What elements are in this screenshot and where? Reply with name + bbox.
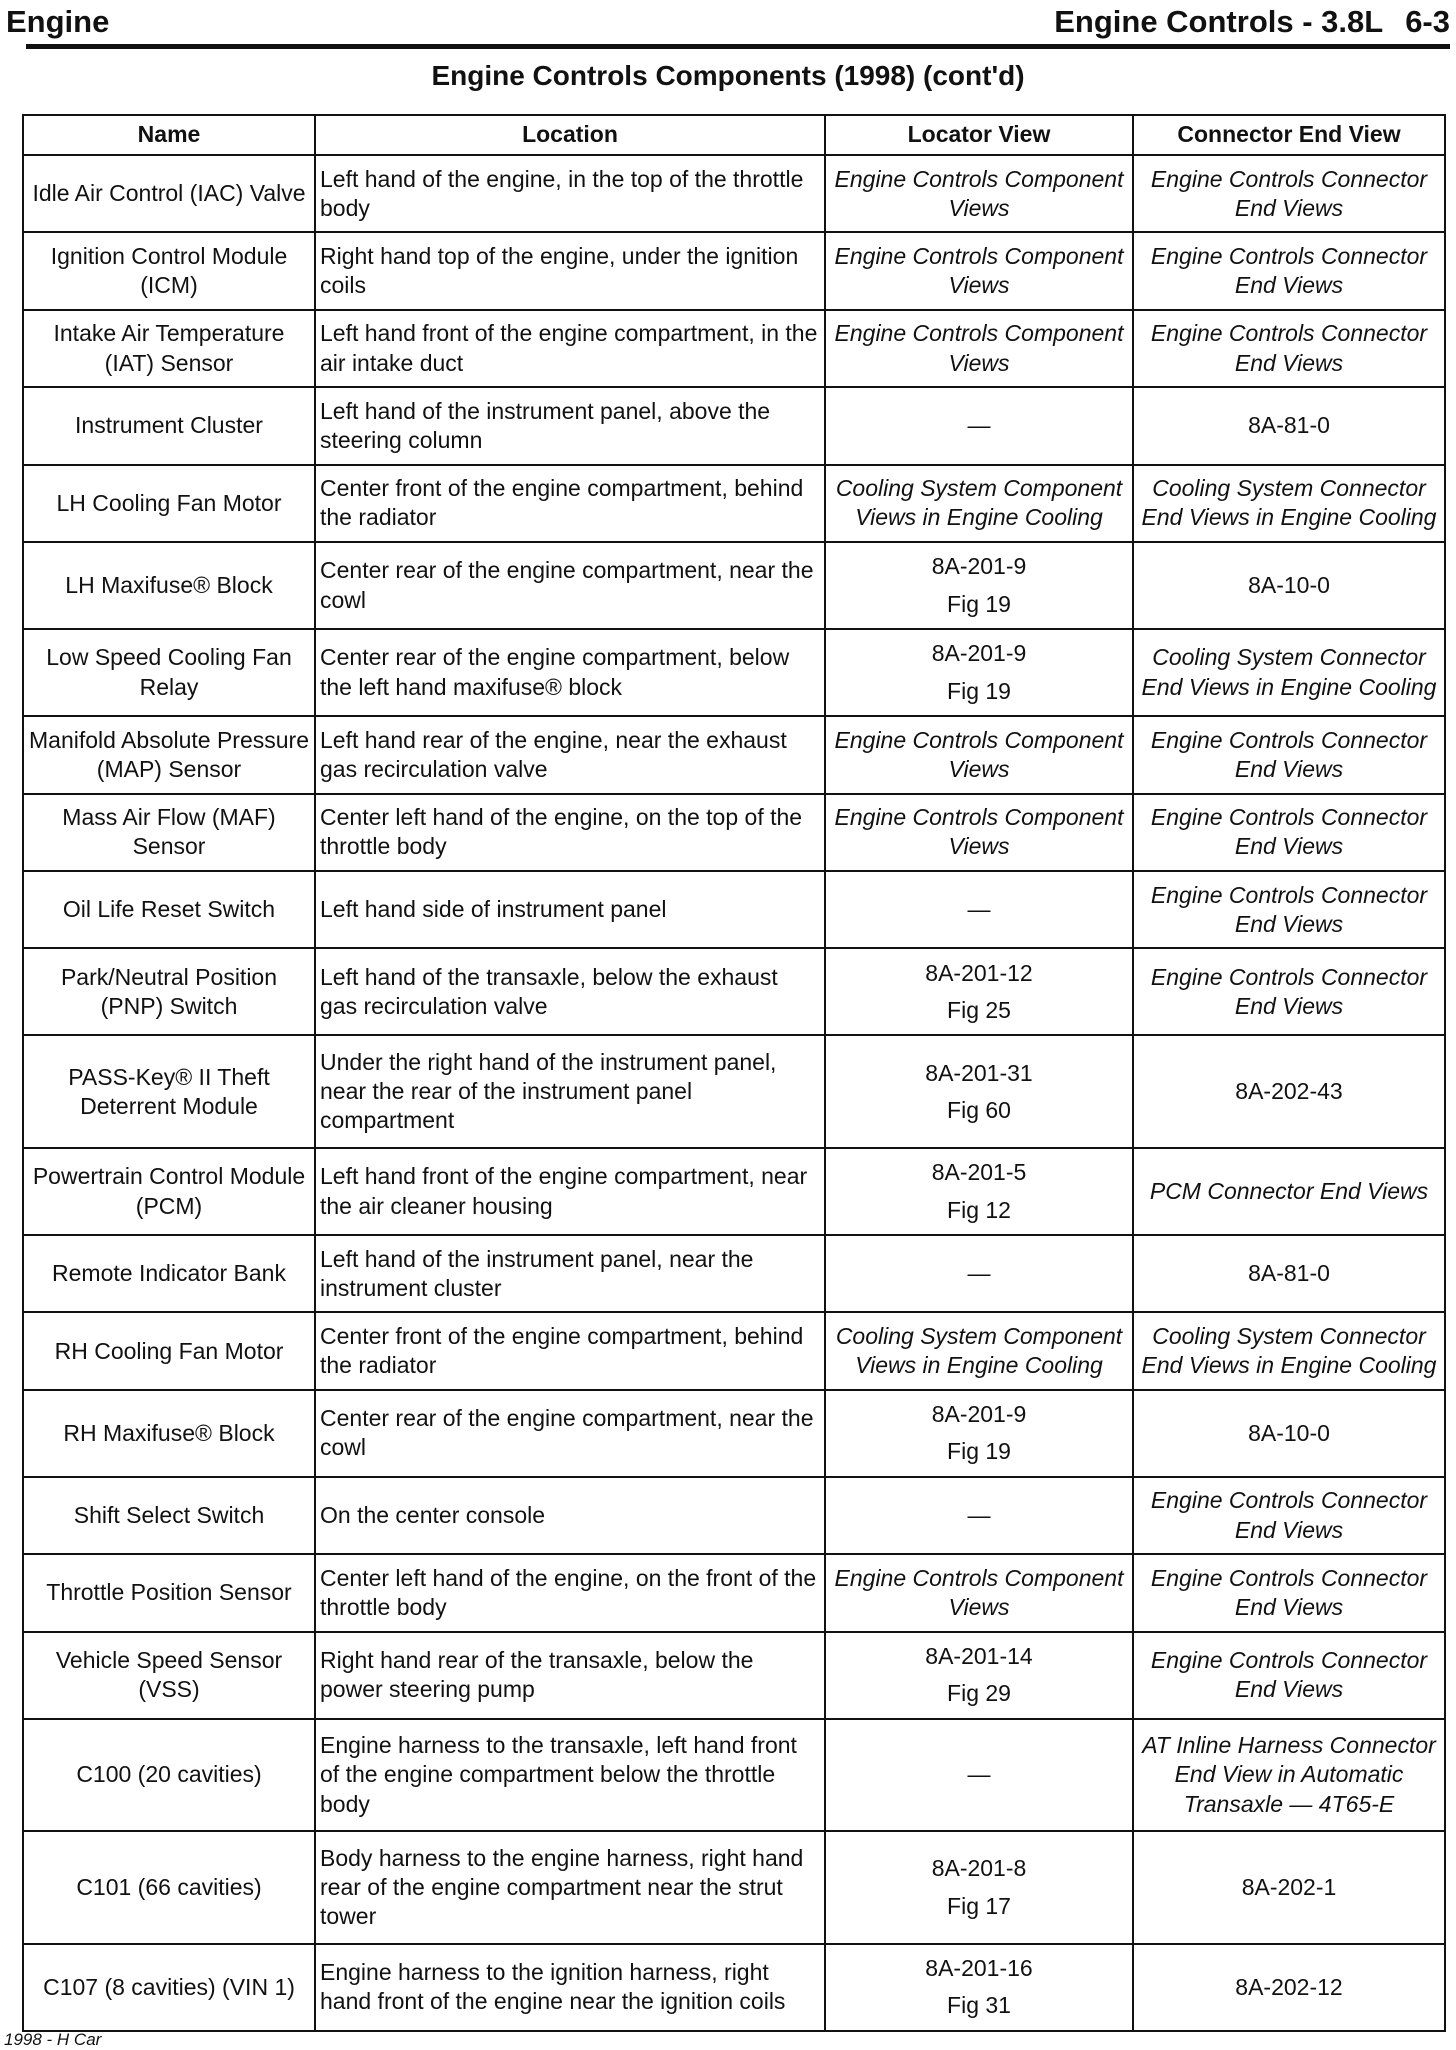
- cell-name: [23, 542, 315, 629]
- table-row: [23, 794, 1445, 871]
- cell-locator-view-text: —: [967, 896, 991, 923]
- cell-locator-figure: Fig 19: [947, 590, 1011, 617]
- cell-name: [23, 310, 315, 387]
- cell-connector-end-view: [1133, 1148, 1445, 1235]
- cell-name: [23, 1632, 315, 1719]
- cell-connector-end-view: [1133, 1035, 1445, 1148]
- cell-location-text: Center rear of the engine compartment, near the cowl: [320, 557, 814, 613]
- cell-connector-end-view: [1133, 794, 1445, 871]
- cell-name: [23, 1390, 315, 1477]
- cell-locator-view: [825, 1312, 1133, 1389]
- cell-location: [315, 465, 825, 542]
- cell-connector-end-view: [1133, 310, 1445, 387]
- cell-location-text: Right hand top of the engine, under the ignition coils: [320, 242, 799, 299]
- cell-name: [23, 465, 315, 542]
- cell-name-text: Powertrain Control Module (PCM): [32, 1163, 306, 1219]
- cell-locator-view-text: Engine Controls Component Views: [834, 165, 1124, 221]
- cell-connector-end-view-text: 8A-10-0: [1248, 1419, 1330, 1446]
- cell-connector-end-view: [1133, 1390, 1445, 1477]
- cell-connector-end-view-text: Engine Controls Connector End Views: [1150, 320, 1428, 376]
- cell-name-text: Ignition Control Module (ICM): [50, 242, 288, 299]
- cell-location: [315, 1312, 825, 1389]
- cell-location: [315, 1719, 825, 1832]
- table-row: [23, 871, 1445, 948]
- cell-locator-view: [825, 1148, 1133, 1235]
- cell-name-text: Intake Air Temperature (IAT) Sensor: [53, 320, 285, 376]
- table-row: [23, 1632, 1445, 1719]
- cell-name-text: Remote Indicator Bank: [52, 1260, 286, 1287]
- cell-connector-end-view-text: PCM Connector End Views: [1149, 1177, 1429, 1204]
- components-table: [22, 114, 1446, 2032]
- cell-name: [23, 1035, 315, 1148]
- cell-location: [315, 716, 825, 793]
- cell-locator-view: [825, 629, 1133, 716]
- table-row: [23, 1312, 1445, 1389]
- cell-location: [315, 1554, 825, 1631]
- cell-connector-end-view: [1133, 716, 1445, 793]
- cell-locator-view: [825, 1719, 1133, 1832]
- cell-connector-end-view: [1133, 542, 1445, 629]
- cell-location-text: Left hand side of instrument panel: [320, 896, 667, 923]
- table-row: [23, 1719, 1445, 1832]
- cell-connector-end-view: [1133, 465, 1445, 542]
- cell-connector-end-view: [1133, 1632, 1445, 1719]
- cell-connector-end-view: [1133, 1477, 1445, 1554]
- cell-connector-end-view-text: 8A-202-43: [1235, 1078, 1343, 1105]
- cell-name-text: RH Cooling Fan Motor: [54, 1337, 284, 1364]
- page-footer: 1998 - H Car: [4, 2030, 102, 2049]
- cell-connector-end-view-text: Engine Controls Connector End Views: [1150, 1647, 1428, 1703]
- cell-connector-end-view-text: Engine Controls Connector End Views: [1150, 726, 1428, 782]
- cell-location: [315, 387, 825, 464]
- table-row: [23, 948, 1445, 1035]
- cell-name-text: Manifold Absolute Pressure (MAP) Sensor: [29, 726, 309, 782]
- table-row: [23, 465, 1445, 542]
- cell-name: [23, 871, 315, 948]
- table-header-row: [23, 115, 1445, 155]
- cell-locator-view-text: 8A-201-16: [925, 1955, 1033, 1982]
- cell-locator-view-text: Engine Controls Component Views: [834, 320, 1124, 376]
- cell-name: [23, 1235, 315, 1312]
- table-row: [23, 1944, 1445, 2031]
- table-row: [23, 1554, 1445, 1631]
- cell-name-text: Oil Life Reset Switch: [62, 896, 276, 923]
- cell-locator-view-text: Cooling System Component Views in Engine Cooling: [835, 1322, 1123, 1379]
- cell-locator-figure: Fig 12: [947, 1196, 1011, 1223]
- column-header-location: Location: [315, 115, 825, 155]
- cell-locator-figure: Fig 29: [947, 1680, 1011, 1707]
- cell-location: [315, 1632, 825, 1719]
- cell-location-text: Center front of the engine compartment, behind the radiator: [320, 1322, 804, 1379]
- cell-location-text: On the center console: [320, 1502, 546, 1529]
- column-header-locator-view: Locator View: [825, 115, 1133, 155]
- cell-connector-end-view-text: 8A-202-1: [1241, 1873, 1337, 1900]
- cell-locator-view: [825, 1390, 1133, 1477]
- table-row: [23, 1235, 1445, 1312]
- header-chapter: Engine: [6, 4, 110, 39]
- header-page-number: 6-3: [1405, 4, 1450, 39]
- cell-locator-figure: Fig 25: [947, 996, 1011, 1023]
- header-section: Engine Controls - 3.8L: [1054, 4, 1384, 39]
- cell-locator-view-text: 8A-201-14: [925, 1643, 1033, 1670]
- cell-locator-view: [825, 871, 1133, 948]
- cell-location-text: Left hand rear of the engine, near the exhaust gas recirculation valve: [320, 726, 787, 782]
- table-title: Engine Controls Components (1998) (cont'd): [431, 60, 1025, 91]
- cell-location-text: Left hand front of the engine compartment, in the air intake duct: [320, 320, 818, 376]
- cell-locator-view: [825, 465, 1133, 542]
- cell-locator-view: [825, 716, 1133, 793]
- cell-locator-view-text: Engine Controls Component Views: [834, 726, 1124, 782]
- cell-connector-end-view-text: 8A-81-0: [1248, 412, 1330, 439]
- cell-name: [23, 629, 315, 716]
- cell-locator-figure: Fig 19: [947, 677, 1011, 704]
- cell-name: [23, 1719, 315, 1832]
- cell-name-text: Instrument Cluster: [75, 412, 263, 439]
- table-row: [23, 1477, 1445, 1554]
- cell-name-text: LH Maxifuse® Block: [65, 572, 273, 599]
- table-row: [23, 155, 1445, 232]
- cell-locator-view: [825, 1632, 1133, 1719]
- cell-locator-view-text: Engine Controls Component Views: [834, 242, 1124, 299]
- cell-locator-view-text: Engine Controls Component Views: [834, 1564, 1124, 1621]
- cell-location-text: Right hand rear of the transaxle, below the power steering pump: [320, 1647, 754, 1703]
- cell-name: [23, 1477, 315, 1554]
- cell-location-text: Center rear of the engine compartment, below the left hand maxifuse® block: [320, 644, 790, 700]
- cell-name: [23, 232, 315, 309]
- cell-name: [23, 387, 315, 464]
- cell-locator-view-text: 8A-201-8: [931, 1855, 1027, 1882]
- cell-location-text: Center left hand of the engine, on the top of the throttle body: [320, 804, 803, 860]
- cell-name: [23, 794, 315, 871]
- cell-location: [315, 629, 825, 716]
- table-row: [23, 1390, 1445, 1477]
- cell-name-text: Shift Select Switch: [73, 1502, 265, 1529]
- cell-locator-view: [825, 1477, 1133, 1554]
- header-rule: [26, 44, 1450, 49]
- cell-name-text: Idle Air Control (IAC) Valve: [32, 180, 306, 207]
- cell-name-text: Mass Air Flow (MAF) Sensor: [62, 804, 276, 860]
- cell-location: [315, 1148, 825, 1235]
- cell-locator-view: [825, 387, 1133, 464]
- cell-location: [315, 1235, 825, 1312]
- cell-locator-figure: Fig 17: [947, 1892, 1011, 1919]
- cell-locator-view: [825, 542, 1133, 629]
- cell-location-text: Left hand of the engine, in the top of the throttle body: [320, 165, 804, 221]
- cell-connector-end-view: [1133, 1944, 1445, 2031]
- cell-locator-view: [825, 1235, 1133, 1312]
- column-header-name: Name: [23, 115, 315, 155]
- cell-connector-end-view: [1133, 948, 1445, 1035]
- cell-name-text: Park/Neutral Position (PNP) Switch: [60, 963, 278, 1019]
- cell-location-text: Left hand of the transaxle, below the exhaust gas recirculation valve: [320, 963, 778, 1019]
- cell-locator-view-text: 8A-201-31: [925, 1059, 1033, 1086]
- cell-connector-end-view-text: Cooling System Connector End Views in Engine Cooling: [1141, 475, 1437, 531]
- cell-locator-view: [825, 1035, 1133, 1148]
- cell-name-text: LH Cooling Fan Motor: [56, 489, 282, 516]
- cell-location-text: Center rear of the engine compartment, near the cowl: [320, 1405, 814, 1461]
- cell-name-text: Low Speed Cooling Fan Relay: [46, 644, 292, 700]
- cell-name: [23, 1831, 315, 1944]
- header-right: [1054, 4, 1450, 40]
- cell-location: [315, 1390, 825, 1477]
- table-row: [23, 542, 1445, 629]
- cell-location: [315, 1035, 825, 1148]
- cell-name-text: Vehicle Speed Sensor (VSS): [55, 1647, 283, 1703]
- cell-locator-view-text: —: [967, 1502, 991, 1529]
- cell-connector-end-view: [1133, 1831, 1445, 1944]
- cell-name-text: C101 (66 cavities): [76, 1873, 262, 1900]
- cell-connector-end-view-text: Cooling System Connector End Views in Engine Cooling: [1141, 1322, 1437, 1379]
- cell-connector-end-view-text: 8A-202-12: [1235, 1973, 1343, 2000]
- cell-connector-end-view: [1133, 155, 1445, 232]
- cell-locator-view-text: 8A-201-12: [925, 959, 1033, 986]
- cell-location-text: Engine harness to the ignition harness, right hand front of the engine near the ignition coils: [320, 1959, 786, 2015]
- cell-locator-view-text: 8A-201-9: [931, 553, 1027, 580]
- cell-locator-view: [825, 794, 1133, 871]
- table-row: [23, 1148, 1445, 1235]
- table-row: [23, 629, 1445, 716]
- cell-locator-view-text: Engine Controls Component Views: [834, 804, 1124, 860]
- cell-name: [23, 1554, 315, 1631]
- cell-locator-view-text: 8A-201-5: [931, 1159, 1027, 1186]
- cell-locator-view: [825, 1831, 1133, 1944]
- cell-connector-end-view-text: Engine Controls Connector End Views: [1150, 804, 1428, 860]
- cell-location: [315, 542, 825, 629]
- cell-connector-end-view-text: Engine Controls Connector End Views: [1150, 1487, 1428, 1543]
- page-header: [6, 0, 1450, 40]
- table-row: [23, 232, 1445, 309]
- table-row: [23, 310, 1445, 387]
- cell-locator-view-text: —: [967, 412, 991, 439]
- cell-connector-end-view: [1133, 1719, 1445, 1832]
- cell-location-text: Body harness to the engine harness, right hand rear of the engine compartment near the strut tower: [320, 1844, 804, 1930]
- cell-location-text: Left hand of the instrument panel, near the instrument cluster: [320, 1245, 754, 1301]
- cell-location: [315, 1944, 825, 2031]
- cell-locator-view-text: 8A-201-9: [931, 1401, 1027, 1428]
- cell-location-text: Left hand front of the engine compartment, near the air cleaner housing: [320, 1163, 808, 1219]
- cell-locator-figure: Fig 19: [947, 1438, 1011, 1465]
- cell-locator-figure: Fig 31: [947, 1992, 1011, 2019]
- cell-connector-end-view-text: Cooling System Connector End Views in Engine Cooling: [1141, 644, 1437, 700]
- cell-connector-end-view-text: Engine Controls Connector End Views: [1150, 242, 1428, 299]
- cell-location: [315, 871, 825, 948]
- cell-location-text: Engine harness to the transaxle, left hand front of the engine compartment below the throttle body: [320, 1732, 797, 1817]
- cell-locator-view-text: —: [967, 1260, 991, 1287]
- cell-name: [23, 716, 315, 793]
- cell-name: [23, 155, 315, 232]
- cell-connector-end-view: [1133, 1312, 1445, 1389]
- cell-name-text: C100 (20 cavities): [76, 1761, 262, 1788]
- cell-connector-end-view: [1133, 1554, 1445, 1631]
- cell-connector-end-view: [1133, 232, 1445, 309]
- cell-locator-view: [825, 1554, 1133, 1631]
- cell-name-text: C107 (8 cavities) (VIN 1): [43, 1973, 295, 2000]
- cell-name: [23, 1944, 315, 2031]
- cell-locator-view: [825, 948, 1133, 1035]
- cell-name: [23, 948, 315, 1035]
- cell-location: [315, 794, 825, 871]
- cell-locator-view: [825, 155, 1133, 232]
- cell-location: [315, 948, 825, 1035]
- cell-locator-view-text: Cooling System Component Views in Engine Cooling: [835, 475, 1123, 531]
- cell-connector-end-view-text: Engine Controls Connector End Views: [1150, 963, 1428, 1019]
- cell-connector-end-view: [1133, 1235, 1445, 1312]
- cell-location: [315, 155, 825, 232]
- column-header-connector-end-view: Connector End View: [1133, 115, 1445, 155]
- cell-connector-end-view: [1133, 871, 1445, 948]
- cell-name-text: PASS-Key® II Theft Deterrent Module: [68, 1063, 270, 1119]
- cell-name-text: RH Maxifuse® Block: [63, 1419, 275, 1446]
- table-body: [23, 155, 1445, 2031]
- table-row: [23, 387, 1445, 464]
- cell-locator-view-text: —: [967, 1761, 991, 1788]
- cell-connector-end-view-text: AT Inline Harness Connector End View in Automatic Transaxle — 4T65-E: [1142, 1732, 1436, 1817]
- table-row: [23, 1035, 1445, 1148]
- cell-connector-end-view: [1133, 387, 1445, 464]
- cell-location-text: Center front of the engine compartment, behind the radiator: [320, 475, 804, 531]
- cell-locator-view: [825, 1944, 1133, 2031]
- cell-locator-view: [825, 310, 1133, 387]
- table-row: [23, 1831, 1445, 1944]
- cell-connector-end-view-text: Engine Controls Connector End Views: [1150, 165, 1428, 221]
- cell-connector-end-view-text: Engine Controls Connector End Views: [1150, 881, 1428, 937]
- cell-connector-end-view: [1133, 629, 1445, 716]
- cell-location-text: Left hand of the instrument panel, above the steering column: [320, 397, 771, 453]
- cell-name: [23, 1312, 315, 1389]
- cell-location: [315, 1831, 825, 1944]
- cell-location: [315, 310, 825, 387]
- cell-connector-end-view-text: 8A-81-0: [1248, 1260, 1330, 1287]
- cell-location-text: Center left hand of the engine, on the front of the throttle body: [320, 1564, 817, 1621]
- cell-locator-view-text: 8A-201-9: [931, 640, 1027, 667]
- cell-location: [315, 1477, 825, 1554]
- cell-locator-view: [825, 232, 1133, 309]
- table-row: [23, 716, 1445, 793]
- cell-name: [23, 1148, 315, 1235]
- cell-locator-figure: Fig 60: [947, 1096, 1011, 1123]
- cell-name-text: Throttle Position Sensor: [46, 1579, 292, 1606]
- cell-connector-end-view-text: 8A-10-0: [1248, 572, 1330, 599]
- cell-location-text: Under the right hand of the instrument panel, near the rear of the instrument panel compartment: [320, 1048, 777, 1134]
- cell-location: [315, 232, 825, 309]
- cell-connector-end-view-text: Engine Controls Connector End Views: [1150, 1564, 1428, 1621]
